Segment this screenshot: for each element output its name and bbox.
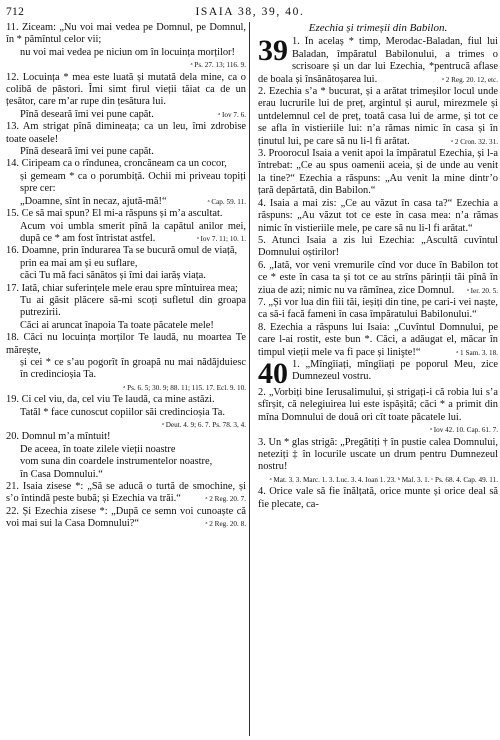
cross-reference: ᵃ Iov 7. 6.: [218, 110, 246, 119]
column-divider: [249, 22, 250, 736]
verse: [6, 332, 246, 357]
chapter-39-verses: [258, 86, 498, 359]
cross-reference: ᵃ Ier. 20. 5.: [466, 286, 498, 295]
verse-text: Tu ai găsit plăcere să-mi scoți sufletul din groapa putrezirii.: [20, 294, 246, 319]
cross-reference: ᵃ Ps. 27. 13; 116. 9.: [190, 61, 246, 70]
verse: [6, 221, 246, 246]
verse-text: 21. Isaia zisese *: „Să se aducă o turtă de smochine, și s’o întindă peste bubă; și Ezechia va trăi.“: [6, 481, 246, 505]
verse: [6, 196, 246, 208]
verse: [6, 258, 246, 270]
chapter-number-40: 40: [258, 358, 288, 387]
verse-text: 2. „Vorbiți bine Ierusalimului, și strigați-i că robia lui s’a sfîrșit, că nelegiuirea lui este ispășită; căci * a primit din mîna Domnului de două ori cît toate păcatele lui.: [258, 386, 498, 423]
verse-text: „Doamne, sînt în necaz, ajută-mă!“: [20, 195, 167, 207]
verse: [6, 469, 246, 481]
verse-text: și cei * ce s’au pogorît în groapă nu mai nădăjduiesc în credincioșia Ta.: [20, 356, 246, 381]
verse-text: 12. Locuința * mea este luată și mutată dela mine, ca o colibă de păstori. Îmi simt firul vieții tăiat ca de un țesător, care m’ar rupe din țesătura lui.: [6, 71, 246, 108]
verse-text: 2. Ezechia s’a * bucurat, și a arătat trimeșilor locul unde erau lucrurile lui de preț, argintul și aurul, mirezmele și untdelemnul cel de preț, toată casa lui de arme, și tot ce se afla în vistieriile lui: n’a rămas nimic în casa și în ținutul lui, pe care să nu li-l fi arătat.: [258, 86, 498, 147]
verse-text: 3. Un * glas strigă: „Pregătiți † în pustie calea Domnului, neteziți ‡ în locurile uscate un drum pentru Dumnezeul nostru!: [258, 436, 498, 473]
verse-40-1: [258, 359, 498, 384]
verse-text: în Casa Domnului.“: [20, 468, 103, 480]
verse: [6, 72, 246, 109]
verse: [6, 22, 246, 47]
verse: [6, 270, 246, 282]
verse: [6, 121, 246, 146]
verse: [6, 171, 246, 196]
verse: [258, 386, 498, 435]
verse-text: Acum voi umbla smerit pînă la capătul anilor mei, după ce * am fost întristat astfel.: [20, 220, 246, 244]
verse-text: Tatăl * face cunoscut copiilor săi credincioșia Ta.: [20, 406, 225, 418]
verse: [258, 322, 498, 359]
cross-reference: ᵃ 1 Sam. 3. 18.: [456, 348, 498, 357]
verse-text: prin ea mai am și eu suflare,: [20, 257, 138, 269]
verse-text: 18. Căci nu locuința morților Te laudă, nu moartea Te mărește,: [6, 332, 246, 356]
cross-reference: ᵃ Mat. 3. 3. Marc. 1. 3. Luc. 3. 4. Ioan 1. 23. ᵇ Mal. 3. 1. ᶜ Ps. 68. 4. Cap. 49. 11.: [269, 475, 498, 484]
verse-39-1: [258, 36, 498, 86]
cross-reference: ᵃ Iov 7. 11; 10. 1.: [196, 234, 246, 243]
verse-text: De aceea, în toate zilele vieții noastre: [20, 443, 176, 455]
verse-text: 1. „Mîngîiați, mîngîiați pe poporul Meu, zice Dumnezeul vostru.: [292, 358, 498, 383]
verse: [6, 406, 246, 429]
running-title: ISAIA 38, 39, 40.: [195, 6, 305, 18]
verse: [6, 245, 246, 257]
cross-reference: ᵃ Deut. 4. 9; 6. 7. Ps. 78. 3, 4.: [161, 421, 246, 429]
verse: [6, 146, 246, 158]
verse-text: 15. Ce să mai spun? El mi-a răspuns și m’a ascultat.: [6, 208, 223, 220]
verse-text: 13. Am strigat pînă dimineața; ca un leu, îmi zdrobise toate oasele!: [6, 121, 246, 145]
verse: [6, 431, 246, 443]
verse: [258, 148, 498, 198]
verse: [258, 486, 498, 511]
verse-text: 4. Orice vale să fie înălțată, orice munte și orice deal să fie plecate, ca-: [258, 486, 498, 510]
verse: [6, 394, 246, 406]
verse-text: nu voi mai vedea pe niciun om în locuința morților!: [20, 46, 235, 58]
verse: [6, 382, 246, 394]
chapter-39-block: [258, 36, 498, 86]
cross-reference: ᵃ 2 Reg. 20. 8.: [205, 520, 246, 529]
verse-text: 22. Și Ezechia zisese *: „După ce semn voi cunoaște că voi mai sui la Casa Domnului?“: [6, 505, 246, 530]
cross-reference: ᵃ 2 Cron. 32. 31.: [451, 137, 498, 146]
verse: [6, 283, 246, 295]
verse-text: 16. Doamne, prin îndurarea Ta se bucură omul de viață,: [6, 245, 238, 257]
cross-reference: ᵃ Cap. 59. 11.: [207, 197, 246, 206]
chapter-40-block: [258, 359, 498, 387]
verse-text: 14. Ciripeam ca o rîndunea, croncăneam ca un cocor,: [6, 158, 227, 170]
verse: [258, 235, 498, 260]
verse: [6, 109, 246, 121]
cross-reference: ᵃ Iov 42. 10. Cap. 61. 7.: [429, 426, 498, 435]
verse: [258, 86, 498, 148]
verse: [258, 198, 498, 235]
page-number: 712: [6, 6, 25, 18]
verse: [6, 46, 246, 70]
verse-text: 5. Atunci Isaia a zis lui Ezechia: „Ascultă cuvîntul Domnului oștirilor!: [258, 234, 498, 259]
cross-reference: ᵃ 2 Reg. 20. 12, etc.: [441, 75, 498, 84]
verse-text: 19. Ci cel viu, da, cel viu Te laudă, ca mine astăzi.: [6, 394, 215, 406]
chapter-number-39: 39: [258, 36, 288, 68]
verse-text: 17. Iată, chiar suferințele mele erau spre mîntuirea mea;: [6, 282, 238, 294]
verse: [6, 357, 246, 382]
verse: [6, 208, 246, 220]
chapter-40-verses: [258, 387, 498, 511]
verse-text: 1. În acelaș * timp, Merodac-Baladan, fiul lui Baladan, împăratul Babilonului, a trimes o scrisoare și un dar lui Ezechia, *pentrucă aflase de boala și însănătoșarea lui.: [258, 36, 498, 85]
page-header: [6, 6, 494, 20]
cross-reference: ᵃ 2 Reg. 20. 7.: [205, 495, 246, 504]
verse: [6, 456, 246, 468]
verse: [258, 260, 498, 297]
verse-text: 7. „Și vor lua din fiii tăi, ieșiți din tine, pe cari-i vei naște, ca să-i facă fameni în casa împăratului Babilonului.“: [258, 296, 498, 321]
left-column: [6, 22, 246, 738]
section-title: Ezechia și trimeșii din Babilon.: [308, 22, 448, 34]
verse: [258, 297, 498, 322]
verse: [6, 158, 246, 170]
verse: [258, 436, 498, 484]
verse-text: Pînă deseară îmi vei pune capăt.: [20, 146, 154, 158]
verse-text: 6. „Iată, vor veni vremurile cînd vor duce în Babilon tot ce * este în casa ta și tot ce au strîns părinții tăi pînă în ziua de azi; nimic nu va rămînea, zice Domnul.: [258, 259, 498, 296]
right-column: [258, 22, 498, 738]
verse-text: 3. Proorocul Isaia a venit apoi la împăratul Ezechia, și l-a întrebat: „Ce au spus oamenii aceia, și de unde au venit la tine?“ Ezechia a răspuns: „Au venit la mine dintr’o țară depărtată, din Babilon.“: [258, 148, 498, 197]
verse-text: și gemeam * ca o porumbiță. Ochii mi priveau topiți spre cer:: [20, 170, 246, 195]
verse-text: vom suna din coardele instrumentelor noastre,: [20, 456, 213, 468]
verse-text: ᵃ Ps. 6. 5; 30. 9; 88. 11; 115. 17. Ecl. 9. 10.: [123, 383, 246, 392]
verse-text: 4. Isaia a mai zis: „Ce au văzut în casa ta?“ Ezechia a răspuns: „Au văzut tot ce este în casa mea: n’a rămas nimic în vistieriile mele, pe care să nu li-l fi arătat.“: [258, 197, 498, 234]
verse-text: 8. Ezechia a răspuns lui Isaia: „Cuvîntul Domnului, pe care l-ai rostit, este bun *. Căci, a adăugat el, măcar în timpul vieții mele va fi pace și linişte!“: [258, 321, 498, 358]
verse-text: 11. Ziceam: „Nu voi mai vedea pe Domnul, pe Domnul, în * pămîntul celor vii;: [6, 22, 246, 46]
verse-text: 20. Domnul m’a mîntuit!: [6, 431, 111, 443]
verse: [6, 320, 246, 332]
verse: [6, 481, 246, 506]
verse-text: Pînă deseară îmi vei pune capăt.: [20, 108, 154, 120]
verse-text: căci Tu mă faci sănătos și îmi dai iarăș viața.: [20, 270, 206, 282]
verse: [6, 506, 246, 531]
verse: [6, 295, 246, 320]
verse: [6, 444, 246, 456]
verse-text: Căci ai aruncat înapoia Ta toate păcatele mele!: [20, 319, 214, 331]
